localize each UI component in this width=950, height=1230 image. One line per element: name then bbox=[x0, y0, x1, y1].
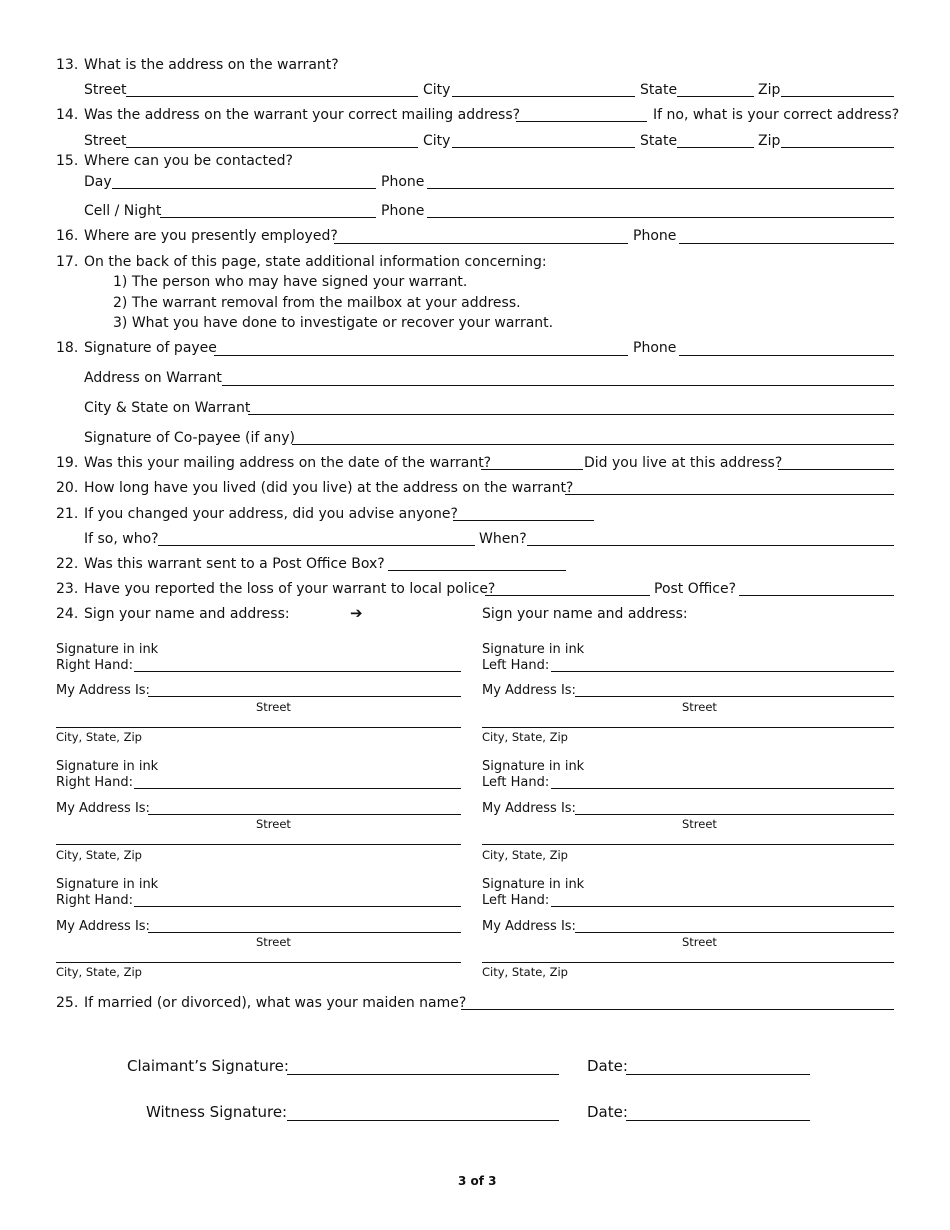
q13-zip-field[interactable] bbox=[781, 96, 894, 97]
q14-question: Was the address on the warrant your correct mailing address? bbox=[84, 107, 521, 123]
q24-number: 24. bbox=[56, 606, 79, 622]
right-city-state-zip-field-3[interactable] bbox=[482, 962, 894, 963]
q15-cell-phone-label: Phone bbox=[381, 203, 425, 219]
right-hand-signature-field-3[interactable] bbox=[134, 906, 461, 907]
sig-ink-label: Signature in ink bbox=[482, 642, 585, 657]
my-address-label: My Address Is: bbox=[56, 919, 150, 934]
q21-who-field[interactable] bbox=[158, 545, 475, 546]
q14-number: 14. bbox=[56, 107, 79, 123]
sig-ink-label: Signature in ink bbox=[482, 759, 585, 774]
right-hand-label: Right Hand: bbox=[56, 893, 133, 908]
right-hand-label: Right Hand: bbox=[56, 658, 133, 673]
right-hand-label: Right Hand: bbox=[56, 775, 133, 790]
q15-day-label: Day bbox=[84, 174, 112, 190]
q16-phone-label: Phone bbox=[633, 228, 677, 244]
q19-question: Was this your mailing address on the date of the warrant? bbox=[84, 455, 492, 471]
q15-question: Where can you be contacted? bbox=[84, 153, 293, 169]
q14-zip-field[interactable] bbox=[781, 147, 894, 148]
q14-street-field[interactable] bbox=[126, 147, 418, 148]
my-address-label: My Address Is: bbox=[482, 919, 576, 934]
q17-item: 3) What you have done to investigate or recover your warrant. bbox=[113, 315, 554, 331]
q18-address-label: Address on Warrant bbox=[84, 370, 222, 386]
q13-state-field[interactable] bbox=[677, 96, 754, 97]
q23-police-field[interactable] bbox=[485, 595, 650, 596]
my-address-label: My Address Is: bbox=[482, 683, 576, 698]
right-hand-signature-field-2[interactable] bbox=[134, 788, 461, 789]
q21-answer-field[interactable] bbox=[453, 520, 594, 521]
q18-phone-label: Phone bbox=[633, 340, 677, 356]
my-address-label: My Address Is: bbox=[56, 683, 150, 698]
street-caption: Street bbox=[682, 935, 717, 949]
q15-day-phone-label: Phone bbox=[381, 174, 425, 190]
left-hand-label: Left Hand: bbox=[482, 658, 550, 673]
q14-question-2: If no, what is your correct address? bbox=[653, 107, 900, 123]
q21-when-field[interactable] bbox=[527, 545, 894, 546]
q14-city-label: City bbox=[423, 133, 451, 149]
q18-signature-field[interactable] bbox=[214, 355, 628, 356]
q16-phone-field[interactable] bbox=[679, 243, 894, 244]
q13-street-label: Street bbox=[84, 82, 127, 98]
left-hand-signature-field-3[interactable] bbox=[551, 906, 894, 907]
left-hand-label: Left Hand: bbox=[482, 893, 550, 908]
city-state-zip-caption: City, State, Zip bbox=[56, 730, 142, 744]
q18-phone-field[interactable] bbox=[679, 355, 894, 356]
q14-state-field[interactable] bbox=[677, 147, 754, 148]
q17-question: On the back of this page, state additional information concerning: bbox=[84, 254, 547, 270]
city-state-zip-caption: City, State, Zip bbox=[482, 730, 568, 744]
q14-city-field[interactable] bbox=[452, 147, 635, 148]
q15-day-phone-field[interactable] bbox=[427, 188, 894, 189]
q18-number: 18. bbox=[56, 340, 79, 356]
q13-city-label: City bbox=[423, 82, 451, 98]
q13-street-field[interactable] bbox=[126, 96, 418, 97]
claimant-signature-label: Claimant’s Signature: bbox=[127, 1057, 289, 1075]
arrow-right-icon: ➔ bbox=[350, 604, 363, 622]
q15-number: 15. bbox=[56, 153, 79, 169]
q22-answer-field[interactable] bbox=[388, 570, 566, 571]
q14-answer-field[interactable] bbox=[516, 121, 647, 122]
city-state-zip-caption: City, State, Zip bbox=[56, 965, 142, 979]
left-hand-signature-field-2[interactable] bbox=[551, 788, 894, 789]
q21-question: If you changed your address, did you advise anyone? bbox=[84, 506, 458, 522]
sig-ink-label: Signature in ink bbox=[56, 642, 159, 657]
right-city-state-zip-field-1[interactable] bbox=[482, 727, 894, 728]
q21-number: 21. bbox=[56, 506, 79, 522]
q18-question: Signature of payee bbox=[84, 340, 217, 356]
q19-live-field[interactable] bbox=[778, 469, 894, 470]
street-caption: Street bbox=[256, 700, 291, 714]
q14-street-label: Street bbox=[84, 133, 127, 149]
q18-citystate-label: City & State on Warrant bbox=[84, 400, 251, 416]
witness-signature-field[interactable] bbox=[287, 1120, 559, 1121]
q23-question-2: Post Office? bbox=[654, 581, 737, 597]
claimant-date-field[interactable] bbox=[626, 1074, 810, 1075]
q18-citystate-field[interactable] bbox=[248, 414, 894, 415]
left-street-field-1[interactable] bbox=[148, 696, 461, 697]
witness-date-label: Date: bbox=[587, 1103, 628, 1121]
left-street-field-3[interactable] bbox=[148, 932, 461, 933]
q13-zip-label: Zip bbox=[758, 82, 781, 98]
q18-address-field[interactable] bbox=[222, 385, 894, 386]
left-city-state-zip-field-2[interactable] bbox=[56, 844, 461, 845]
sig-ink-label: Signature in ink bbox=[56, 759, 159, 774]
q22-number: 22. bbox=[56, 556, 79, 572]
right-street-field-1[interactable] bbox=[575, 696, 894, 697]
q18-copayee-label: Signature of Co-payee (if any) bbox=[84, 430, 295, 446]
sig-ink-label: Signature in ink bbox=[56, 877, 159, 892]
q17-item: 2) The warrant removal from the mailbox at your address. bbox=[113, 295, 521, 311]
q23-number: 23. bbox=[56, 581, 79, 597]
q17-item: 1) The person who may have signed your warrant. bbox=[113, 274, 468, 290]
right-city-state-zip-field-2[interactable] bbox=[482, 844, 894, 845]
left-hand-label: Left Hand: bbox=[482, 775, 550, 790]
q21-who-label: If so, who? bbox=[84, 531, 159, 547]
street-caption: Street bbox=[682, 700, 717, 714]
q13-question: What is the address on the warrant? bbox=[84, 57, 339, 73]
q19-question-2: Did you live at this address? bbox=[584, 455, 783, 471]
q20-answer-field[interactable] bbox=[565, 494, 894, 495]
witness-date-field[interactable] bbox=[626, 1120, 810, 1121]
q23-postoffice-field[interactable] bbox=[739, 595, 894, 596]
q21-when-label: When? bbox=[479, 531, 527, 547]
left-city-state-zip-field-3[interactable] bbox=[56, 962, 461, 963]
city-state-zip-caption: City, State, Zip bbox=[56, 848, 142, 862]
q22-question: Was this warrant sent to a Post Office Box? bbox=[84, 556, 385, 572]
q13-number: 13. bbox=[56, 57, 79, 73]
q25-question: If married (or divorced), what was your maiden name? bbox=[84, 995, 467, 1011]
q16-employer-field[interactable] bbox=[334, 243, 628, 244]
q23-question: Have you reported the loss of your warrant to local police? bbox=[84, 581, 496, 597]
q16-question: Where are you presently employed? bbox=[84, 228, 338, 244]
claimant-date-label: Date: bbox=[587, 1057, 628, 1075]
q24-question-left: Sign your name and address: bbox=[84, 606, 290, 622]
claimant-signature-field[interactable] bbox=[287, 1074, 559, 1075]
right-street-field-2[interactable] bbox=[575, 814, 894, 815]
q17-number: 17. bbox=[56, 254, 79, 270]
q15-day-field[interactable] bbox=[112, 188, 376, 189]
left-city-state-zip-field-1[interactable] bbox=[56, 727, 461, 728]
q13-city-field[interactable] bbox=[452, 96, 635, 97]
q18-copayee-field[interactable] bbox=[292, 444, 894, 445]
right-street-field-3[interactable] bbox=[575, 932, 894, 933]
q25-maiden-name-field[interactable] bbox=[461, 1009, 894, 1010]
street-caption: Street bbox=[256, 817, 291, 831]
street-caption: Street bbox=[256, 935, 291, 949]
left-street-field-2[interactable] bbox=[148, 814, 461, 815]
q14-state-label: State bbox=[640, 133, 678, 149]
q15-cell-field[interactable] bbox=[160, 217, 376, 218]
q24-question-right: Sign your name and address: bbox=[482, 606, 688, 622]
witness-signature-label: Witness Signature: bbox=[146, 1103, 288, 1121]
city-state-zip-caption: City, State, Zip bbox=[482, 848, 568, 862]
left-hand-signature-field-1[interactable] bbox=[551, 671, 894, 672]
sig-ink-label: Signature in ink bbox=[482, 877, 585, 892]
q15-cell-label: Cell / Night bbox=[84, 203, 162, 219]
q20-number: 20. bbox=[56, 480, 79, 496]
street-caption: Street bbox=[682, 817, 717, 831]
q20-question: How long have you lived (did you live) at the address on the warrant? bbox=[84, 480, 574, 496]
q25-number: 25. bbox=[56, 995, 79, 1011]
q19-answer-field[interactable] bbox=[481, 469, 583, 470]
my-address-label: My Address Is: bbox=[56, 801, 150, 816]
page-number: 3 of 3 bbox=[458, 1174, 497, 1188]
my-address-label: My Address Is: bbox=[482, 801, 576, 816]
q13-state-label: State bbox=[640, 82, 678, 98]
city-state-zip-caption: City, State, Zip bbox=[482, 965, 568, 979]
right-hand-signature-field-1[interactable] bbox=[134, 671, 461, 672]
q15-cell-phone-field[interactable] bbox=[427, 217, 894, 218]
q14-zip-label: Zip bbox=[758, 133, 781, 149]
q16-number: 16. bbox=[56, 228, 79, 244]
q19-number: 19. bbox=[56, 455, 79, 471]
